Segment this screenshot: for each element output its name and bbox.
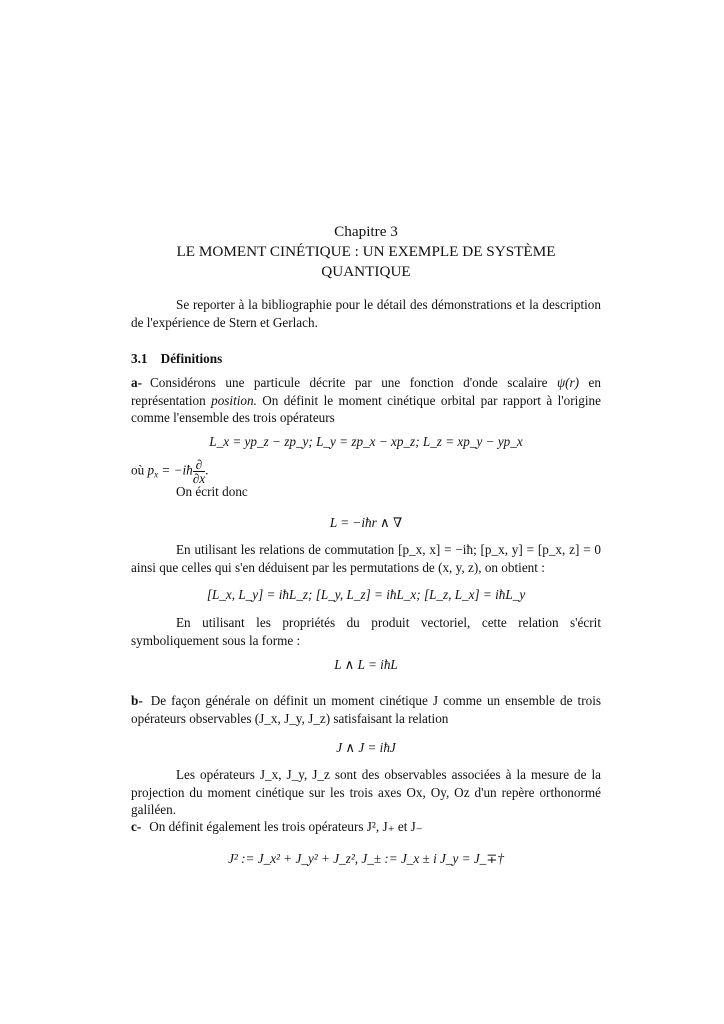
section-title: Définitions (160, 351, 223, 366)
item-b-label: b- (131, 693, 143, 708)
intro-paragraph: Se reporter à la bibliographie pour le détail des démonstrations et la description de l'expérience de Stern et Gerlach. (131, 297, 601, 330)
section-heading (131, 350, 222, 368)
vector-product-paragraph: En utilisant les propriétés du produit vectoriel, cette relation s'écrit symboliquement sous la forme : (131, 615, 601, 648)
equation-l-wedge-l: L ∧ L = iħL (334, 657, 398, 672)
item-b-text: De façon générale on définit un moment cinétique J comme un ensemble de trois opérateurs observables (J_x, J_y, J_z) satisfaisant la relation (131, 693, 601, 726)
equation-j-wedge-j: J ∧ J = iħJ (336, 740, 396, 755)
where-eq: = −iħ (158, 462, 193, 478)
fraction-numerator: ∂ (193, 458, 205, 472)
psi-symbol: ψ(r) (556, 375, 580, 390)
section-number: 3.1 (131, 351, 148, 366)
fraction-denominator: ∂x (192, 471, 206, 486)
observables-paragraph: Les opérateurs J_x, J_y, J_z sont des observables associées à la mesure de la projection du moment cinétique sur les trois axes Ox, Oy, Oz d'un repère orthonormé galiléen. (131, 767, 601, 817)
item-b-paragraph (131, 692, 601, 727)
where-dot: . (205, 462, 209, 478)
item-c-text: On définit également les trois opérateurs J², J₊ et J₋ (149, 819, 423, 834)
item-a-italic: position. (211, 392, 257, 408)
partial-fraction (193, 458, 205, 485)
on-ecrit-donc: On écrit donc (176, 484, 248, 499)
item-c-label: c- (131, 819, 142, 834)
chapter-title-line1: LE MOMENT CINÉTIQUE : UN EXEMPLE DE SYSTÈME (176, 243, 556, 260)
equation-angular-momentum-components: L_x = yp_z − zp_y; L_y = zp_x − xp_z; L_z = xp_y − yp_x (209, 434, 523, 449)
item-a-text-end: On définit le moment cinétique orbital par rapport à l'origine comme l'ensemble des trois opérateurs (131, 392, 601, 425)
item-a-label: a- (131, 375, 142, 390)
momentum-operator-definition (131, 458, 601, 485)
item-a-paragraph (131, 374, 601, 427)
equation-l-vector: L = −iħr ∧ ∇ (329, 515, 403, 530)
chapter-number: Chapitre 3 (334, 223, 398, 240)
where-lhs: p (147, 462, 155, 478)
item-a-text-start: Considérons une particule décrite par une fonction d'onde scalaire (150, 375, 557, 390)
commutation-paragraph: En utilisant les relations de commutation [p_x, x] = −iħ; [p_x, y] = [p_x, z] = 0 ainsi que celles qui s'en déduisent par les permutations de (x, y, z), on obtient : (131, 542, 601, 575)
item-a-text-mid: en représentation (131, 375, 601, 408)
equation-j-squared-ladder: J² := J_x² + J_y² + J_z², J_± := J_x ± i J_y = J_∓† (228, 851, 504, 866)
where-prefix: où (131, 462, 148, 478)
equation-commutators: [L_x, L_y] = iħL_z; [L_y, L_z] = iħL_x; [L_z, L_x] = iħL_y (206, 587, 526, 602)
where-sub: x (154, 469, 159, 480)
chapter-title-line2: QUANTIQUE (321, 263, 411, 280)
item-c-paragraph (131, 818, 601, 836)
